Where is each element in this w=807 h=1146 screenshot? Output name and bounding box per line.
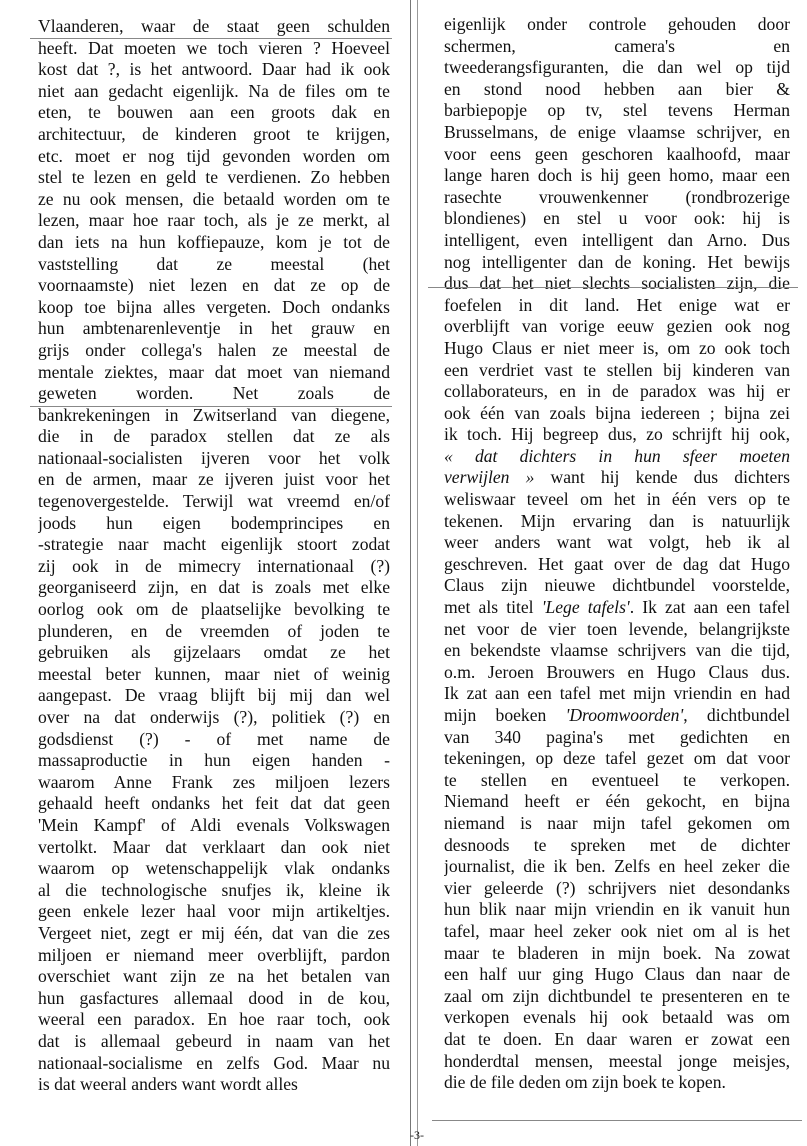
left-column-line: waarom Anne Frank zes miljoen lezers (38, 771, 390, 792)
right-column-line: net voor de vier toen levende, belangrijkste (444, 618, 790, 639)
scan-rule-left (30, 38, 392, 39)
left-column-line: nationaal-socialisten ijveren voor het volk (38, 447, 390, 468)
right-column-line: en bekendste vlaamse schrijvers van die tijd, (444, 640, 790, 661)
left-column-line: nationaal-socialisme en zelfs God. Maar nu (38, 1052, 390, 1073)
right-column-line: van 340 pagina's met gedichten en (444, 726, 790, 747)
right-column-line: rasechte vrouwenkenner (rondbrozerige (444, 186, 790, 207)
right-column-line: overblijft van vorige eeuw gezien ook nog (444, 316, 790, 337)
left-column-line: over na dat onderwijs (?), politiek (?) en (38, 707, 390, 727)
left-column-line: vertolkt. Maar dat verklaart dan ook niet (38, 836, 390, 857)
right-column-line: die de file deden om zijn boek te kopen. (444, 1072, 726, 1093)
left-column-line: kost dat ?, is het antwoord. Daar had ik ook (38, 59, 390, 80)
left-column-line: mentale ziektes, maar dat moet van niemand (38, 361, 390, 382)
right-column-line: een half uur ging Hugo Claus dan naar de (444, 964, 790, 985)
right-column-line: ik toch. Hij begreep dus, zo schrijft hij ook, (444, 424, 790, 445)
right-column-line: ook één van zoals bijna iedereen ; bijna zei (444, 402, 790, 423)
left-text-column (38, 16, 390, 1096)
right-column-line: tekeningen, op deze tafel gezet om dat voor (444, 748, 790, 769)
left-column-line: georganiseerd zijn, en dat is zoals met elke (38, 577, 390, 598)
right-column-line: journalist, die ik ben. Zelfs en heel zeker die (444, 856, 790, 877)
right-column-line: met als titel 'Lege tafels'. Ik zat aan een tafel (444, 597, 790, 618)
right-column-line: schermen, camera's en (444, 35, 790, 56)
left-column-line: Vlaanderen, waar de staat geen schulden (38, 16, 390, 36)
left-column-line: geen enkele lezer haal voor mijn artikeltjes. (38, 901, 390, 922)
left-column-line: gehaald heeft ondanks het feit dat dat geen (38, 793, 390, 814)
left-column-line: miljoen er niemand meer overblijft, pardon (38, 944, 390, 965)
right-column-line: desnoods te spreken met de dichter (444, 834, 790, 855)
right-column-line: foefelen in dit land. Het enige wat er (444, 294, 790, 315)
scan-rule-right (428, 287, 798, 288)
left-column-line: overschiet want zijn ze na het betalen van (38, 966, 390, 987)
left-column-line: dat is allemaal gebeurd in naam van het (38, 1030, 390, 1051)
left-column-line: eten, te bouwen aan een groots dak en (38, 102, 390, 123)
column-divider-line-2 (410, 0, 411, 1146)
right-column-line: Hugo Claus er niet meer is, om zo ook toch (444, 337, 790, 358)
left-column-line: 'Mein Kampf' of Aldi evenals Volkswagen (38, 814, 390, 835)
right-column-line: dus dat het niet slechts socialisten zijn, die (444, 273, 790, 294)
left-column-line: -strategie naar macht eigenlijk stoort zodat (38, 534, 390, 555)
right-column-line: eigenlijk onder controle gehouden door (444, 14, 790, 34)
left-column-line: massaproductie in hun eigen handen - (38, 750, 390, 771)
right-column-line: en stond nood hebben aan bier & (444, 78, 790, 99)
right-column-line: Ik zat aan een tafel met mijn vriendin en had (444, 683, 790, 704)
left-column-line: en de armen, maar ze ijveren juist voor het (38, 469, 390, 490)
right-column-line: « dat dichters in hun sfeer moeten (444, 445, 790, 466)
right-column-line: tweederangsfiguranten, die dan wel op tijd (444, 57, 790, 78)
right-column-line: dat te doen. En daar waren er zowat een (444, 1028, 790, 1049)
left-column-line: niet aan gedacht eigenlijk. Na de files om te (38, 80, 390, 101)
right-column-line: weer anders want wat volgt, heb ik al (444, 532, 790, 553)
right-column-line: intelligent, even intelligent dan Arno. Dus (444, 229, 790, 250)
left-column-line: heeft. Dat moeten we toch vieren ? Hoeveel (38, 37, 390, 58)
right-column-line: een verdriet vast te stellen bij kinderen van (444, 359, 790, 380)
left-column-line: weeral een paradox. En hoe raar toch, ook (38, 1009, 390, 1030)
right-column-line: o.m. Jeroen Brouwers en Hugo Claus dus. (444, 661, 790, 682)
right-column-line: geschreven. Het gaat over de dag dat Hugo (444, 553, 790, 574)
left-column-line: ze nu ook mensen, die betaald worden om te (38, 188, 390, 209)
column-divider-line (417, 0, 418, 1146)
left-column-line: die in de paradox stellen dat ze als (38, 426, 390, 447)
right-text-column (444, 14, 790, 1094)
right-column-line: tafel, maar heel zeker ook niet om al is het (444, 920, 790, 941)
right-column-line: honderdtal mensen, meestal jonge meisjes, (444, 1050, 790, 1071)
right-column-line: collaborateurs, en in de paradox was hij er (444, 381, 790, 402)
right-column-line: Niemand heeft er één gekocht, en bijna (444, 791, 790, 812)
left-column-line: gebruiken als gijzelaars omdat ze het (38, 642, 390, 663)
right-column-line: voor eens geen geschoren kaalhoofd, maar (444, 143, 790, 164)
left-column-line: lezen, maar hoe raar toch, als je ze merkt, al (38, 210, 390, 231)
right-column-line: zaal om zijn dichtbundel te presenteren en te (444, 985, 790, 1006)
left-column-line: tegenovergestelde. Terwijl wat vreemd en/of (38, 491, 390, 512)
right-column-line: te stellen en eventueel te verkopen. (444, 769, 790, 790)
left-column-line: is dat weeral anders want wordt alles (38, 1074, 298, 1095)
right-column-line: maar te bladeren in mijn boek. Na zowat (444, 942, 790, 963)
left-column-line: waarom op wetenschappelijk vlak ondanks (38, 858, 390, 879)
scan-rule-right-2 (432, 1120, 802, 1121)
right-column-line: tekenen. Mijn ervaring dan is natuurlijk (444, 510, 790, 531)
right-column-line: Claus zijn nieuwe dichtbundel voorstelde, (444, 575, 790, 596)
left-column-line: grijs onder collega's halen ze meestal de (38, 339, 390, 360)
left-column-line: oorlog ook om de plaatselijke bevolking te (38, 599, 390, 620)
right-column-line: weliswaar teveel om het in één vers op te (444, 489, 790, 510)
left-column-line: koop toe bijna alles vergeten. Doch ondanks (38, 296, 390, 317)
left-column-line: aangepast. De vraag blijft bij mij dan wel (38, 685, 390, 706)
right-column-line: vier geleerde (?) schrijvers niet desondanks (444, 877, 790, 898)
left-column-line: dan iets na hun koffiepauze, kom je tot de (38, 231, 390, 252)
left-column-line: etc. moet er nog tijd gevonden worden om (38, 145, 390, 166)
left-column-line: architectuur, de kinderen groot te krijgen, (38, 123, 390, 144)
right-column-line: nog intelligenter dan de koning. Het bewijs (444, 251, 790, 272)
left-column-line: joods hun eigen bodemprincipes en (38, 512, 390, 533)
left-column-line: hun ambtenarenleventje in het grauw en (38, 318, 390, 339)
right-column-line: niemand is naar mijn tafel gekomen om (444, 812, 790, 833)
right-column-line: blondienes) en stel u voor ook: hij is (444, 208, 790, 229)
left-column-line: voornaamste) niet lezen en dat ze op de (38, 275, 390, 296)
left-column-line: geweten worden. Net zoals de (38, 383, 390, 404)
left-column-line: vaststelling dat ze meestal (het (38, 253, 390, 274)
right-column-line: verkopen evenals hij ook betaald was om (444, 1007, 790, 1028)
left-column-line: stel te lezen en geld te verdienen. Zo hebben (38, 167, 390, 188)
right-column-line: hun blik naar mijn vriendin en ik vanuit hun (444, 899, 790, 920)
right-column-line: barbiepopje op tv, stel tevens Herman (444, 100, 790, 121)
left-column-line: al die technologische snufjes ik, kleine ik (38, 879, 390, 900)
left-column-line: Vergeet niet, zegt er mij één, dat van die zes (38, 922, 390, 943)
right-column-line: Brusselmans, de enige vlaamse schrijver, en (444, 121, 790, 142)
right-column-line: lange haren doch is hij geen homo, maar een (444, 165, 790, 186)
right-column-line: mijn boeken 'Droomwoorden', dichtbundel (444, 705, 790, 725)
left-column-line: zij ook in de mimecry internationaal (?) (38, 555, 390, 576)
left-column-line: bankrekeningen in Zwitserland van diegene, (38, 404, 390, 425)
left-column-line: godsdienst (?) - of met name de (38, 728, 390, 749)
right-column-line: verwijlen » want hij kende dus dichters (444, 467, 790, 488)
left-column-line: plunderen, en de vreemden of joden te (38, 620, 390, 641)
left-column-line: hun gasfactures allemaal dood in de kou, (38, 987, 390, 1008)
page-number: -3- (410, 1128, 424, 1142)
left-column-line: meestal beter kunnen, maar niet of weinig (38, 663, 390, 684)
scan-rule-left-2 (30, 406, 392, 407)
